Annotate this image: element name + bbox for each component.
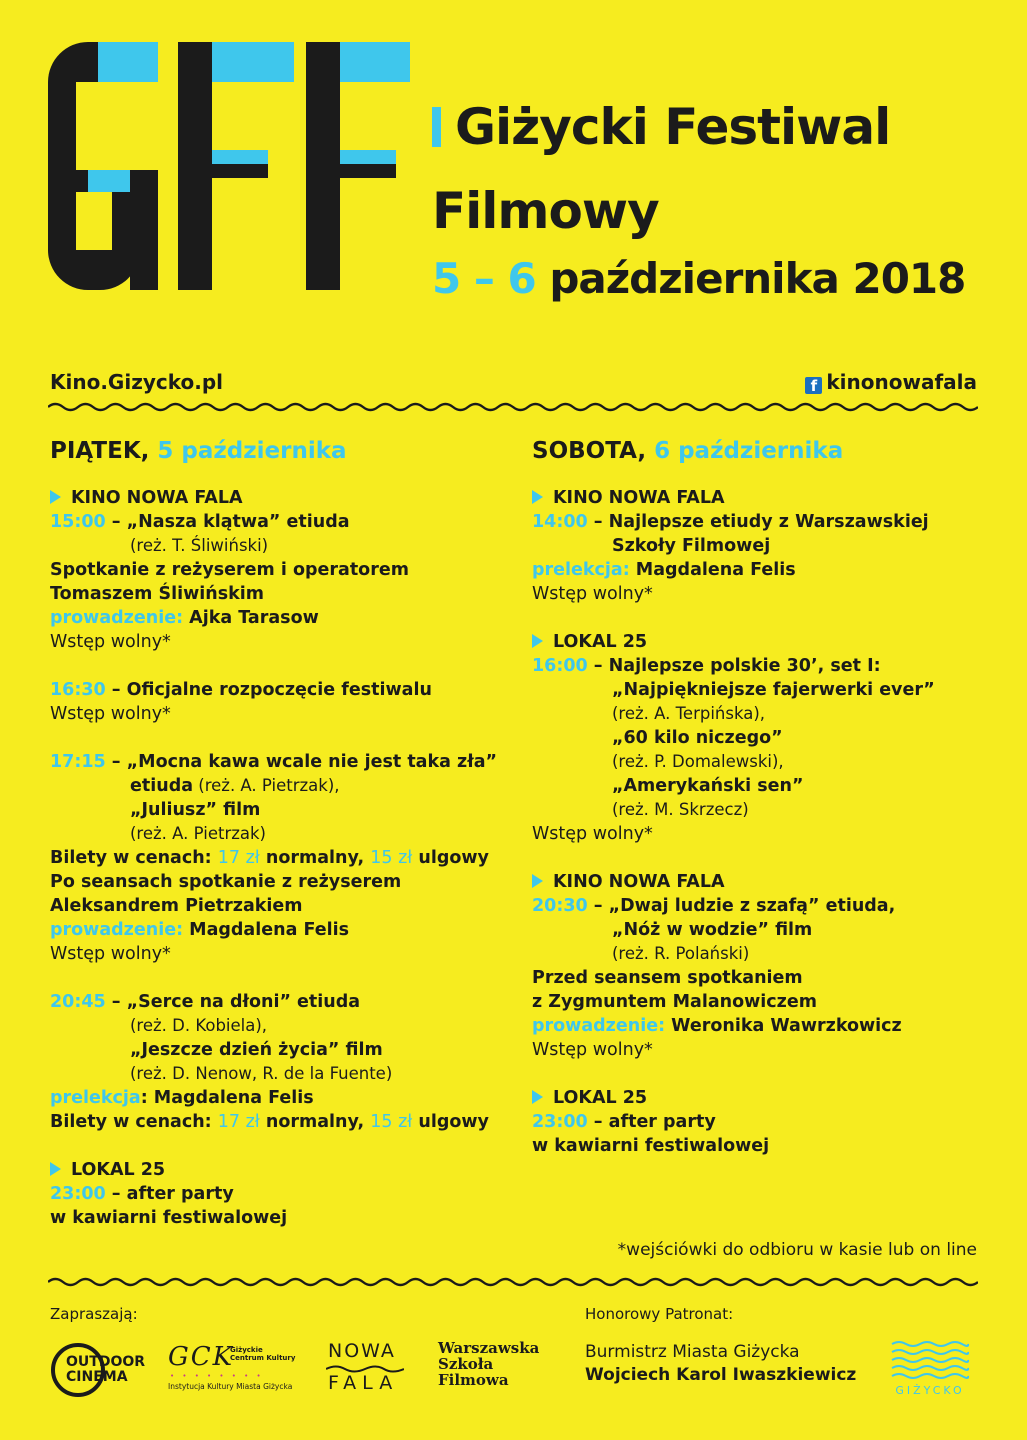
film-title: „Najpiękniejsze fajerwerki ever” — [612, 680, 935, 700]
gck-letters: GCK — [168, 1342, 235, 1372]
wave-divider-bottom — [48, 1275, 978, 1289]
entry-note: Wstęp wolny* — [50, 704, 171, 724]
festival-title-line2: Filmowy — [432, 182, 659, 240]
event-line: 20:30 – „Dwaj ludzie z szafą” etiuda, — [532, 896, 896, 916]
event-block — [532, 630, 992, 846]
venue-label: LOKAL 25 — [50, 1158, 510, 1182]
director-credit: (reż. R. Polański) — [612, 944, 750, 963]
event-line: 15:00 – „Nasza klątwa” etiuda — [50, 512, 350, 532]
play-triangle-icon — [532, 874, 543, 888]
host-line: prelekcja: Magdalena Felis — [532, 560, 796, 580]
event-line: etiuda (reż. A. Pietrzak), — [130, 776, 340, 796]
film-title: „60 kilo niczego” — [612, 728, 783, 748]
event-line: 14:00 – Najlepsze etiudy z Warszawskiej — [532, 512, 929, 532]
wsf-logo — [438, 1340, 558, 1396]
nowa-text: NOWA — [328, 1340, 396, 1362]
fala-text: FALA — [328, 1372, 399, 1394]
festival-title-line1: Giżycki Festiwal — [432, 98, 890, 156]
gck-institution: Instytucja Kultury Miasta Giżycka — [168, 1382, 293, 1391]
event-block — [532, 870, 992, 1062]
event-block — [532, 486, 992, 606]
play-triangle-icon — [50, 490, 61, 504]
facebook-icon: f — [805, 377, 822, 394]
footnote: *wejściówki do odbioru w kasie lub on line — [617, 1240, 977, 1260]
wsf-line: Szkoła — [438, 1355, 494, 1373]
entry-note: Wstęp wolny* — [50, 944, 171, 964]
entry-note: Wstęp wolny* — [532, 1040, 653, 1060]
invite-label: Zapraszają: — [50, 1305, 138, 1323]
event-line: 16:30 – Oficjalne rozpoczęcie festiwalu — [50, 680, 432, 700]
entry-note: Wstęp wolny* — [50, 632, 171, 652]
host-line: prowadzenie: Weronika Wawrzkowicz — [532, 1016, 902, 1036]
play-triangle-icon — [50, 1162, 61, 1176]
entry-note: Wstęp wolny* — [532, 584, 653, 604]
patron-role: Burmistrz Miasta Giżycka — [585, 1342, 800, 1362]
venue-label: KINO NOWA FALA — [532, 486, 992, 510]
wsf-line: Filmowa — [438, 1371, 509, 1389]
event-desc: w kawiarni festiwalowej — [532, 1136, 770, 1156]
gck-dots: • • • • • • • • — [170, 1372, 264, 1380]
venue-label: KINO NOWA FALA — [532, 870, 992, 894]
price-line: Bilety w cenach: 17 zł normalny, 15 zł ulgowy — [50, 1112, 489, 1132]
play-triangle-icon — [532, 490, 543, 504]
entry-note: Wstęp wolny* — [532, 824, 653, 844]
event-block — [50, 750, 510, 966]
cinema-text: CINEMA — [66, 1369, 128, 1385]
gff-logo — [48, 42, 410, 290]
event-line: 23:00 – after party — [532, 1112, 716, 1132]
friday-column — [50, 438, 510, 1254]
nowa-fala-logo — [326, 1340, 406, 1396]
event-line: 17:15 – „Mocna kawa wcale nie jest taka zła” — [50, 752, 498, 772]
event-desc: Przed seansem spotkaniem — [532, 968, 803, 988]
event-desc: Tomaszem Śliwińskim — [50, 584, 264, 604]
website-link[interactable]: Kino.Gizycko.pl — [50, 370, 224, 394]
event-desc: Spotkanie z reżyserem i operatorem — [50, 560, 409, 580]
event-line: „Jeszcze dzień życia” film — [130, 1040, 383, 1060]
friday-heading: PIĄTEK, 5 października — [50, 438, 347, 464]
gck-logo — [168, 1342, 298, 1398]
saturday-column — [532, 438, 992, 1182]
outdoor-cinema-logo — [50, 1342, 146, 1398]
event-desc: Aleksandrem Pietrzakiem — [50, 896, 303, 916]
wsf-line: Warszawska — [438, 1339, 540, 1357]
saturday-heading: SOBOTA, 6 października — [532, 438, 844, 464]
event-line: Szkoły Filmowej — [612, 536, 771, 556]
gck-subtitle: Giżyckie Centrum Kultury — [230, 1346, 296, 1362]
venue-label: LOKAL 25 — [532, 1086, 992, 1110]
event-line: 23:00 – after party — [50, 1184, 234, 1204]
gizycko-text: GIŻYCKO — [895, 1384, 965, 1397]
event-desc: w kawiarni festiwalowej — [50, 1208, 288, 1228]
festival-dates: 5 – 6 października 2018 — [432, 254, 966, 303]
director-credit: (reż. A. Pietrzak) — [130, 824, 266, 843]
event-line: 16:00 – Najlepsze polskie 30’, set I: — [532, 656, 881, 676]
event-line: „Nóż w wodzie” film — [612, 920, 813, 940]
film-title: „Amerykański sen” — [612, 776, 804, 796]
director-credit: (reż. P. Domalewski), — [612, 752, 784, 771]
facebook-link[interactable]: f kinonowafala — [805, 370, 977, 394]
event-desc: z Zygmuntem Malanowiczem — [532, 992, 817, 1012]
patron-label: Honorowy Patronat: — [585, 1305, 734, 1323]
director-credit: (reż. T. Śliwiński) — [130, 536, 269, 555]
outdoor-text: OUTDOOR — [66, 1354, 146, 1370]
director-credit: (reż. D. Nenow, R. de la Fuente) — [130, 1064, 393, 1083]
director-credit: (reż. D. Kobiela), — [130, 1016, 268, 1035]
venue-label: KINO NOWA FALA — [50, 486, 510, 510]
wave-divider-top — [48, 400, 978, 414]
gizycko-waves-icon — [890, 1338, 970, 1382]
event-line: 20:45 – „Serce na dłoni” etiuda — [50, 992, 361, 1012]
gizycko-logo — [890, 1338, 970, 1400]
price-line: Bilety w cenach: 17 zł normalny, 15 zł ulgowy — [50, 848, 489, 868]
host-line: prowadzenie: Magdalena Felis — [50, 920, 349, 940]
venue-label: LOKAL 25 — [532, 630, 992, 654]
event-line: „Juliusz” film — [130, 800, 261, 820]
event-block — [50, 1158, 510, 1230]
title-accent-bar — [432, 107, 441, 147]
host-line: prelekcja: Magdalena Felis — [50, 1088, 314, 1108]
event-block — [50, 990, 510, 1134]
event-desc: Po seansach spotkanie z reżyserem — [50, 872, 402, 892]
event-block — [50, 678, 510, 726]
director-credit: (reż. M. Skrzecz) — [612, 800, 749, 819]
director-credit: (reż. A. Terpińska), — [612, 704, 766, 723]
play-triangle-icon — [532, 634, 543, 648]
event-block — [50, 486, 510, 654]
play-triangle-icon — [532, 1090, 543, 1104]
event-block — [532, 1086, 992, 1158]
patron-name: Wojciech Karol Iwaszkiewicz — [585, 1365, 857, 1385]
host-line: prowadzenie: Ajka Tarasow — [50, 608, 319, 628]
